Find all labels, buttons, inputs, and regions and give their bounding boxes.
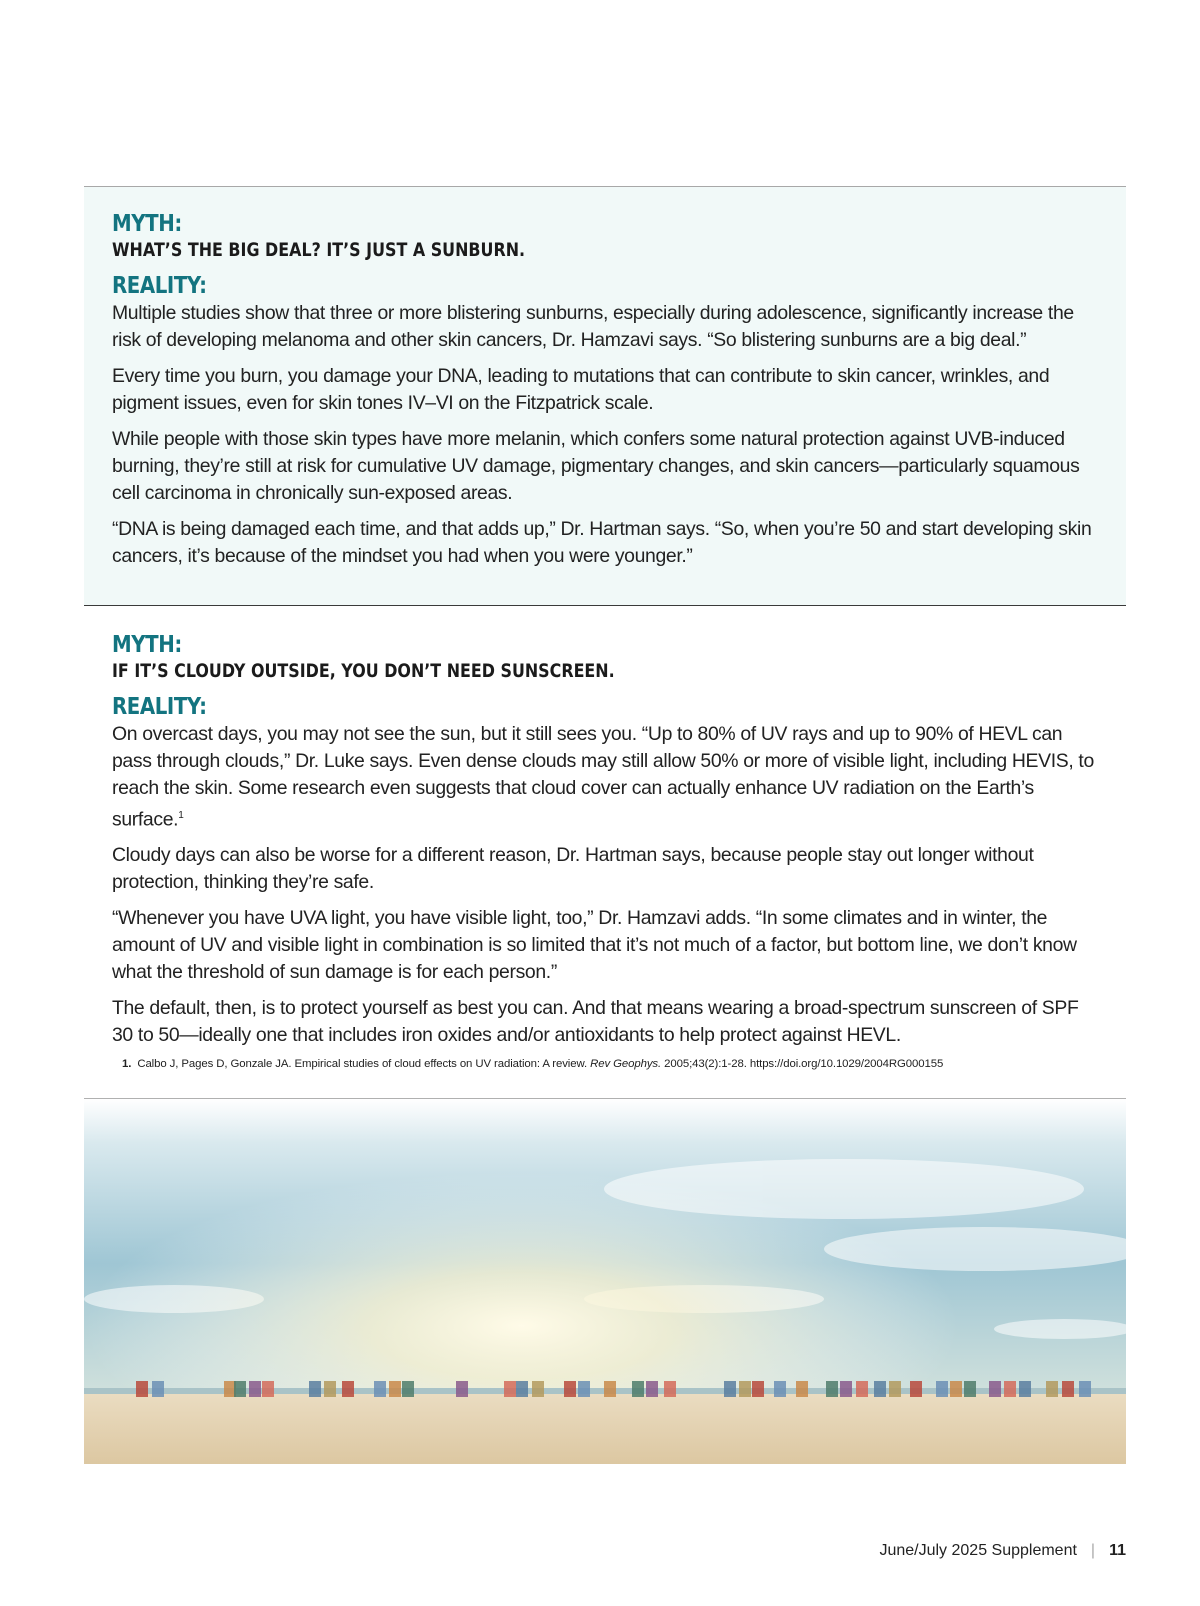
- reality-label: REALITY:: [112, 273, 207, 299]
- reality-paragraph: [112, 721, 1098, 833]
- reality-paragraph: Cloudy days can also be worse for a different reason, Dr. Hartman says, because people stay out longer without protection, thinking they’re safe.: [112, 844, 1034, 894]
- myth-label: MYTH:: [112, 211, 182, 237]
- beach-chair: [664, 1381, 676, 1397]
- myth-label: MYTH:: [112, 632, 182, 658]
- beach-scene-illustration: [84, 1099, 1126, 1464]
- beach-chair: [989, 1381, 1001, 1397]
- beach-chair: [646, 1381, 658, 1397]
- beach-chair: [774, 1381, 786, 1397]
- page-number: 11: [1109, 1542, 1126, 1559]
- reality-paragraph: “Whenever you have UVA light, you have visible light, too,” Dr. Hamzavi adds. “In some climates and in winter, the amount of UV and visible light in combination is so limited that it’s not much of a factor, but bottom line, we don’t know what the threshold of sun damage is for each person.”: [112, 907, 1077, 984]
- reality-label: REALITY:: [112, 694, 207, 720]
- publication-issue: June/July 2025 Supplement: [879, 1542, 1077, 1559]
- myth-section-sunburn: [84, 186, 1126, 606]
- beach-chair: [1019, 1381, 1031, 1397]
- beach-chair: [856, 1381, 868, 1397]
- beach-chair: [309, 1381, 321, 1397]
- myth-statement: WHAT’S THE BIG DEAL? IT’S JUST A SUNBURN.: [112, 240, 526, 261]
- beach-photo: [84, 1098, 1126, 1464]
- beach-chair: [1062, 1381, 1074, 1397]
- beach-chair: [456, 1381, 468, 1397]
- footnote-journal: Rev Geophys.: [590, 1058, 662, 1070]
- beach-chair: [604, 1381, 616, 1397]
- beach-chair: [724, 1381, 736, 1397]
- beach-chair: [1004, 1381, 1016, 1397]
- beach-chair: [136, 1381, 148, 1397]
- beach-chair: [389, 1381, 401, 1397]
- reality-paragraph: Multiple studies show that three or more blistering sunburns, especially during adolescence, significantly increase the risk of developing melanoma and other skin cancers, Dr. Hamzavi says. “So blistering sunburns are a big deal.”: [112, 302, 1074, 351]
- footnote: [122, 1058, 943, 1070]
- beach-chair: [840, 1381, 852, 1397]
- beach-chair: [796, 1381, 808, 1397]
- beach-chair: [152, 1381, 164, 1397]
- reality-paragraph: While people with those skin types have more melanin, which confers some natural protection against UVB-induced burning, they’re still at risk for cumulative UV damage, pigmentary changes, and skin cancers—particularly squamous cell carcinoma in chronically sun-exposed areas.: [112, 428, 1080, 504]
- footer-separator: |: [1090, 1542, 1096, 1559]
- beach-chair: [324, 1381, 336, 1397]
- footnote-doi-text[interactable]: 2005;43(2):1-28. https://doi.org/10.1029/2004RG000155: [661, 1058, 944, 1070]
- footnote-reference[interactable]: 1: [178, 810, 184, 821]
- beach-chair: [889, 1381, 901, 1397]
- beach-chair: [249, 1381, 261, 1397]
- beach-chair: [516, 1381, 528, 1397]
- page-footer: [879, 1542, 1126, 1560]
- beach-chair: [374, 1381, 386, 1397]
- beach-chair: [964, 1381, 976, 1397]
- beach-chair: [532, 1381, 544, 1397]
- footnote-number: 1.: [122, 1058, 132, 1070]
- reality-paragraph: The default, then, is to protect yourself as best you can. And that means wearing a broad-spectrum sunscreen of SPF 30 to 50—ideally one that includes iron oxides and/or antioxidants to help protect against HEVL.: [112, 997, 1079, 1047]
- footnote-text: Calbo J, Pages D, Gonzale JA. Empirical studies of cloud effects on UV radiation: A review.: [137, 1058, 591, 1070]
- myth-statement: IF IT’S CLOUDY OUTSIDE, YOU DON’T NEED SUNSCREEN.: [112, 661, 615, 682]
- beach-chair: [874, 1381, 886, 1397]
- beach-chair: [504, 1381, 516, 1397]
- beach-chair: [1079, 1381, 1091, 1397]
- beach-chair: [578, 1381, 590, 1397]
- beach-chair: [402, 1381, 414, 1397]
- beach-chair: [234, 1381, 246, 1397]
- beach-chair: [564, 1381, 576, 1397]
- paragraph-text: On overcast days, you may not see the sun, but it still sees you. “Up to 80% of UV rays and up to 90% of HEVL can pass through clouds,” Dr. Luke says. Even dense clouds may still allow 50% or more of visible light, including HEVIS, to reach the skin. Some research even suggests that cloud cover can actually enhance UV radiation on the Earth’s surface.: [112, 723, 1094, 831]
- beach-chair: [950, 1381, 962, 1397]
- beach-chair: [910, 1381, 922, 1397]
- reality-paragraph: Every time you burn, you damage your DNA, leading to mutations that can contribute to skin cancer, wrinkles, and pigment issues, even for skin tones IV–VI on the Fitzpatrick scale.: [112, 365, 1050, 414]
- reality-paragraph: “DNA is being damaged each time, and that adds up,” Dr. Hartman says. “So, when you’re 50 and start developing skin cancers, it’s because of the mindset you had when you were younger.”: [112, 518, 1092, 567]
- beach-chair: [262, 1381, 274, 1397]
- beach-chair: [342, 1381, 354, 1397]
- beach-chair: [632, 1381, 644, 1397]
- beach-chair: [752, 1381, 764, 1397]
- beach-chair: [739, 1381, 751, 1397]
- beach-chair: [936, 1381, 948, 1397]
- beach-chair: [826, 1381, 838, 1397]
- myth-section-cloudy: [84, 606, 1126, 1096]
- beach-chair: [1046, 1381, 1058, 1397]
